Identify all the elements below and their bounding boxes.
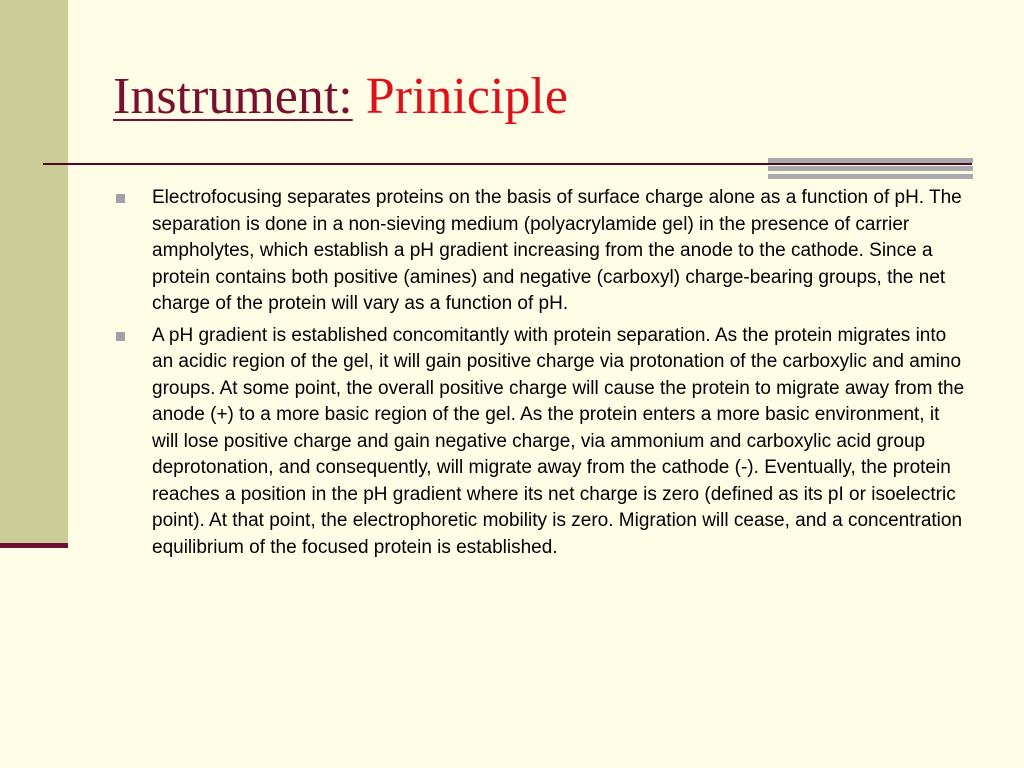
slide-title-main: Priniciple <box>365 68 568 125</box>
square-bullet-icon <box>116 194 125 203</box>
bullet-text: Electrofocusing separates proteins on the basis of surface charge alone as a function of pH. The separation is done in a non-sieving medium (polyacrylamide gel) in the presence of carrier ampholytes, which establish a pH gradient increasing from the anode to the cathode. Since a protein contains both positive (amines) and negative (carboxyl) charge-bearing groups, the net charge of the protein will vary as a function of pH. <box>152 187 962 314</box>
side-accent-bar <box>0 0 68 546</box>
side-accent-rule <box>0 543 68 548</box>
decorative-gray-bar <box>768 166 973 171</box>
bullet-list <box>112 185 970 566</box>
decorative-gray-bar <box>768 174 973 179</box>
bullet-text: A pH gradient is established concomitantly with protein separation. As the protein migrates into an acidic region of the gel, it will gain positive charge via protonation of the carboxylic and amino groups. At some point, the overall positive charge will cause the protein to migrate away from the anode (+) to a more basic region of the gel. As the protein enters a more basic environment, it will lose positive charge and gain negative charge, via ammonium and carboxylic acid group deprotonation, and consequently, will migrate away from the cathode (-). Eventually, the protein reaches a position in the pH gradient where its net charge is zero (defined as its pI or isoelectric point). At that point, the electrophoretic mobility is zero. Migration will cease, and a concentration equilibrium of the focused protein is established. <box>152 324 965 558</box>
slide-title <box>113 66 568 128</box>
slide-title-prefix: Instrument: <box>113 68 353 125</box>
title-divider-line <box>43 163 972 165</box>
square-bullet-icon <box>116 332 125 341</box>
decorative-gray-bar <box>768 158 973 163</box>
bullet-item <box>112 323 970 562</box>
bullet-item <box>112 185 970 318</box>
